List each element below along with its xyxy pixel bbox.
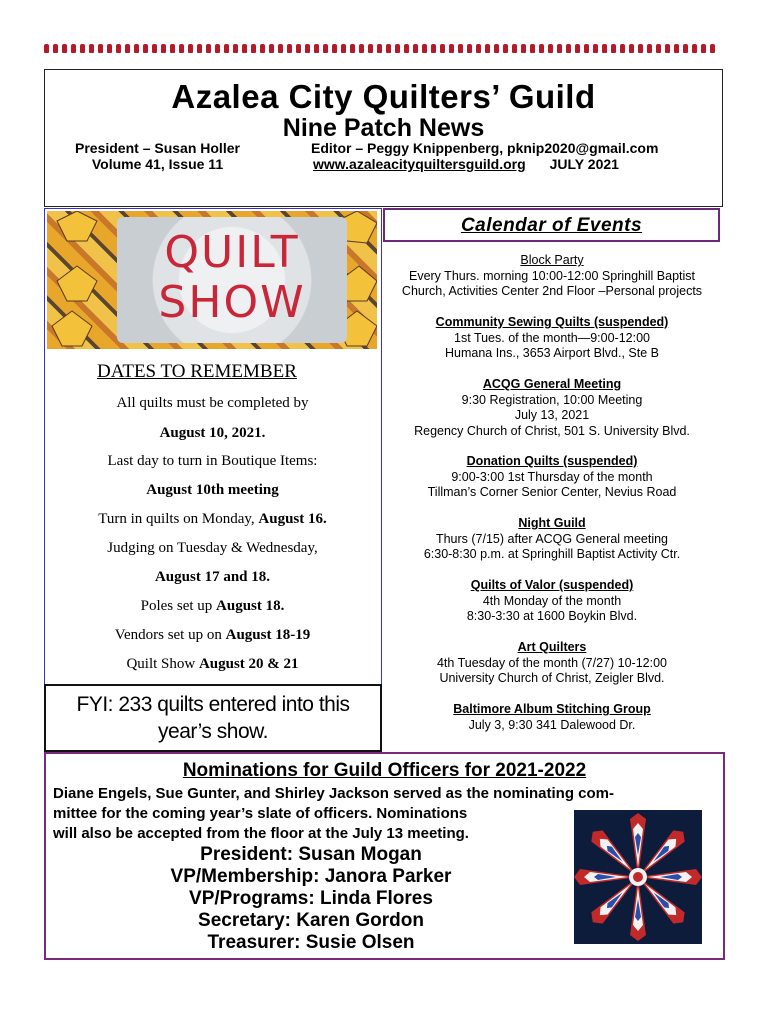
fyi-line-1: FYI: 233 quilts entered into this (76, 693, 350, 716)
date-line (45, 598, 380, 615)
border-mark (431, 44, 436, 53)
border-mark (215, 44, 220, 53)
event-title: Community Sewing Quilts (suspended) (435, 315, 669, 329)
event-line: 9:30 Registration, 10:00 Meeting (461, 392, 643, 407)
event-block-party (383, 253, 721, 300)
date-line-bold: August 16. (258, 511, 327, 527)
border-mark (449, 44, 454, 53)
border-mark (323, 44, 328, 53)
border-mark (530, 44, 535, 53)
event-line: 4th Monday of the month (482, 593, 622, 608)
border-mark (521, 44, 526, 53)
border-mark (98, 44, 103, 53)
calendar-title (383, 208, 720, 242)
event-line: Tillman’s Corner Senior Center, Nevius Road (427, 485, 677, 499)
border-mark (494, 44, 499, 53)
border-mark (674, 44, 679, 53)
event-line: Regency Church of Christ, 501 S. University Blvd. (414, 423, 690, 438)
star-quilt-image (574, 810, 702, 944)
event-title: Donation Quilts (suspended) (466, 454, 638, 468)
nominations-section (44, 752, 725, 960)
date-line-bold: August 18. (216, 598, 285, 614)
border-mark (692, 44, 697, 53)
border-mark (116, 44, 121, 53)
masthead (44, 69, 723, 207)
event-donation-quilts (383, 454, 721, 501)
border-mark (539, 44, 544, 53)
masthead-right (311, 140, 658, 172)
date-line: Last day to turn in Boutique Items: (107, 453, 318, 469)
event-line: 9:00-3:00 1st Thursday of the month (451, 469, 653, 484)
border-mark (440, 44, 445, 53)
border-mark (377, 44, 382, 53)
border-mark (458, 44, 463, 53)
border-mark (368, 44, 373, 53)
border-mark (647, 44, 652, 53)
event-title: ACQG General Meeting (482, 377, 622, 391)
officer-vp-membership: VP/Membership: Janora Parker (170, 866, 452, 887)
date-line-bold: August 20 & 21 (198, 656, 299, 672)
event-title: Art Quilters (517, 640, 587, 654)
date-line (45, 627, 380, 644)
border-mark (512, 44, 517, 53)
border-mark (197, 44, 202, 53)
border-mark (584, 44, 589, 53)
border-mark (260, 44, 265, 53)
date-line: August 10, 2021. (159, 425, 266, 441)
editor-line[interactable]: Editor – Peggy Knippenberg, pknip2020@gmail.com (311, 140, 659, 156)
border-mark (143, 44, 148, 53)
border-mark (575, 44, 580, 53)
officer-secretary: Secretary: Karen Gordon (198, 910, 424, 931)
decorative-border-strip (44, 44, 724, 54)
officer-president: President: Susan Mogan (200, 844, 422, 865)
date-line-bold: August 18-19 (225, 627, 311, 643)
lone-star-icon (574, 810, 702, 944)
event-line: July 13, 2021 (514, 408, 590, 422)
border-mark (593, 44, 598, 53)
border-mark (107, 44, 112, 53)
border-mark (287, 44, 292, 53)
nominations-line: mittee for the coming year’s slate of officers. Nominations (53, 805, 468, 822)
event-line: 6:30-8:30 p.m. at Springhill Baptist Activity Ctr. (423, 547, 681, 561)
border-mark (548, 44, 553, 53)
border-mark (125, 44, 130, 53)
calendar-title-text: Calendar of Events (460, 215, 643, 236)
event-line: 4th Tuesday of the month (7/27) 10-12:00 (436, 655, 667, 670)
event-line: Thurs (7/15) after ACQG General meeting (435, 531, 669, 546)
dates-column (44, 208, 382, 752)
border-mark (62, 44, 67, 53)
border-mark (233, 44, 238, 53)
border-mark (80, 44, 85, 53)
border-mark (242, 44, 247, 53)
border-mark (602, 44, 607, 53)
border-mark (188, 44, 193, 53)
border-mark (332, 44, 337, 53)
event-line: 1st Tues. of the month—9:00-12:00 (454, 330, 650, 345)
border-mark (341, 44, 346, 53)
border-mark (701, 44, 706, 53)
date-line-text: Turn in quilts on Monday, (98, 511, 259, 527)
date-line-text: Poles set up (140, 598, 217, 614)
date-line: All quilts must be completed by (116, 395, 309, 411)
border-mark (314, 44, 319, 53)
border-mark (269, 44, 274, 53)
border-mark (629, 44, 634, 53)
nominations-line: Diane Engels, Sue Gunter, and Shirley Jackson served as the nominating com- (53, 785, 614, 802)
border-mark (224, 44, 229, 53)
volume-line: Volume 41, Issue 11 (91, 156, 224, 172)
border-mark (152, 44, 157, 53)
border-mark (395, 44, 400, 53)
border-mark (476, 44, 481, 53)
border-mark (503, 44, 508, 53)
border-mark (251, 44, 256, 53)
border-mark (206, 44, 211, 53)
border-mark (170, 44, 175, 53)
border-mark (89, 44, 94, 53)
event-line: Church, Activities Center 2nd Floor –Personal projects (401, 284, 703, 298)
date-line-text: Quilt Show (126, 656, 199, 672)
quilt-show-image (47, 211, 377, 349)
event-line: July 3, 9:30 341 Dalewood Dr. (468, 717, 636, 732)
border-mark (413, 44, 418, 53)
border-mark (485, 44, 490, 53)
event-general-meeting (383, 377, 721, 439)
website-link[interactable]: www.azaleacityquiltersguild.org (313, 156, 526, 172)
border-mark (161, 44, 166, 53)
officer-treasurer: Treasurer: Susie Olsen (207, 932, 415, 953)
dates-title: DATES TO REMEMBER (97, 361, 297, 382)
border-mark (656, 44, 661, 53)
officer-vp-programs: VP/Programs: Linda Flores (189, 888, 433, 909)
border-mark (134, 44, 139, 53)
fyi-line-2: year’s show. (158, 720, 268, 743)
border-mark (683, 44, 688, 53)
border-mark (305, 44, 310, 53)
border-mark (296, 44, 301, 53)
border-mark (71, 44, 76, 53)
event-title: Block Party (520, 253, 584, 267)
border-mark (404, 44, 409, 53)
date-line-text: Vendors set up on (114, 627, 226, 643)
border-mark (665, 44, 670, 53)
border-mark (620, 44, 625, 53)
event-night-guild (383, 516, 721, 563)
nominations-title: Nominations for Guild Officers for 2021-2022 (182, 760, 587, 781)
date-line: August 10th meeting (146, 482, 279, 498)
date-line: August 17 and 18. (154, 569, 271, 585)
border-mark (278, 44, 283, 53)
event-baltimore-album (383, 702, 721, 733)
masthead-left (75, 140, 240, 172)
quilt-word-1: QUILT (164, 227, 300, 278)
border-mark (44, 44, 49, 53)
event-line: 8:30-3:30 at 1600 Boykin Blvd. (466, 609, 638, 623)
event-community-sewing (383, 315, 721, 362)
border-mark (359, 44, 364, 53)
nominations-line: will also be accepted from the floor at the July 13 meeting. (53, 825, 469, 842)
border-mark (53, 44, 58, 53)
border-mark (566, 44, 571, 53)
event-art-quilters (383, 640, 721, 687)
event-line: Every Thurs. morning 10:00-12:00 Springhill Baptist (408, 268, 696, 283)
newsletter-title: Azalea City Quilters’ Guild (171, 78, 596, 115)
event-title: Baltimore Album Stitching Group (453, 702, 651, 716)
event-line: Humana Ins., 3653 Airport Blvd., Ste B (444, 346, 659, 360)
border-mark (350, 44, 355, 53)
president-line: President – Susan Holler (75, 140, 240, 156)
date-line: Judging on Tuesday & Wednesday, (107, 540, 318, 556)
event-quilts-of-valor (383, 578, 721, 625)
issue-date: JULY 2021 (549, 156, 619, 172)
fyi-box (44, 684, 382, 752)
border-mark (467, 44, 472, 53)
border-mark (386, 44, 391, 53)
newsletter-subtitle: Nine Patch News (282, 114, 485, 142)
event-title: Quilts of Valor (suspended) (470, 578, 634, 592)
border-mark (710, 44, 715, 53)
border-mark (638, 44, 643, 53)
border-mark (557, 44, 562, 53)
event-line: University Church of Christ, Zeigler Blvd. (439, 671, 665, 685)
date-line (45, 511, 380, 528)
border-mark (422, 44, 427, 53)
date-line (45, 656, 380, 673)
quilt-word-2: SHOW (158, 277, 306, 328)
border-mark (179, 44, 184, 53)
event-title: Night Guild (518, 516, 586, 530)
border-mark (611, 44, 616, 53)
